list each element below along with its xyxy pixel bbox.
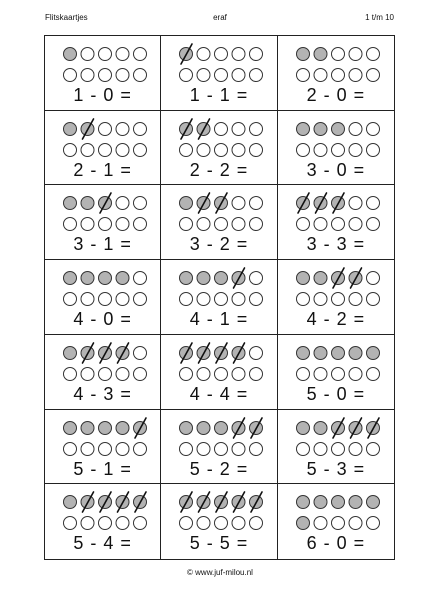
empty-dot — [116, 218, 129, 231]
filled-dot — [116, 272, 129, 285]
equation-text: 2 - 0 = — [306, 85, 366, 105]
empty-dot — [314, 293, 327, 306]
ten-frame-dots — [295, 46, 379, 84]
empty-dot — [81, 442, 94, 455]
flashcard — [278, 111, 394, 186]
empty-dot — [180, 367, 193, 380]
flashcard — [45, 260, 161, 335]
empty-dot — [134, 367, 147, 380]
empty-dot — [349, 517, 362, 530]
ten-frame-dots — [62, 46, 146, 84]
ten-frame-dots — [178, 270, 262, 308]
filled-dot — [296, 496, 309, 509]
empty-dot — [232, 197, 245, 210]
empty-dot — [116, 293, 129, 306]
equation-text: 4 - 2 = — [306, 309, 366, 330]
filled-dot — [296, 48, 309, 61]
flashcard — [278, 484, 394, 559]
empty-dot — [250, 293, 263, 306]
equation-text: 4 - 4 = — [189, 383, 249, 404]
empty-dot — [232, 48, 245, 61]
empty-dot — [134, 48, 147, 61]
empty-dot — [232, 367, 245, 380]
flashcard — [278, 410, 394, 485]
filled-dot — [81, 421, 94, 434]
empty-dot — [366, 272, 379, 285]
filled-dot — [180, 272, 193, 285]
filled-dot — [81, 197, 94, 210]
filled-dot — [64, 272, 77, 285]
empty-dot — [232, 122, 245, 135]
empty-dot — [134, 442, 147, 455]
empty-dot — [296, 69, 309, 82]
filled-dot — [81, 272, 94, 285]
empty-dot — [134, 517, 147, 530]
empty-dot — [232, 442, 245, 455]
empty-dot — [366, 517, 379, 530]
empty-dot — [296, 143, 309, 156]
filled-dot — [314, 48, 327, 61]
empty-dot — [215, 122, 228, 135]
empty-dot — [331, 517, 344, 530]
equation-text: 1 - 0 = — [73, 85, 132, 105]
ten-frame-dots — [62, 195, 146, 233]
filled-dot — [314, 496, 327, 509]
empty-dot — [366, 122, 379, 135]
empty-dot — [366, 143, 379, 156]
empty-dot — [99, 517, 112, 530]
ten-frame-dots — [62, 494, 146, 532]
empty-dot — [81, 143, 94, 156]
empty-dot — [314, 442, 327, 455]
equation-text: 5 - 3 = — [306, 458, 366, 479]
empty-dot — [99, 293, 112, 306]
filled-dot — [197, 272, 210, 285]
empty-dot — [134, 143, 147, 156]
empty-dot — [81, 218, 94, 231]
empty-dot — [296, 367, 309, 380]
empty-dot — [215, 293, 228, 306]
flashcard — [161, 335, 277, 410]
empty-dot — [349, 218, 362, 231]
empty-dot — [64, 69, 77, 82]
flashcard — [161, 410, 277, 485]
filled-dot — [296, 272, 309, 285]
empty-dot — [250, 122, 263, 135]
filled-dot — [331, 346, 344, 359]
header-range: 1 t/m 10 — [365, 13, 394, 22]
empty-dot — [366, 367, 379, 380]
page-header — [0, 13, 440, 27]
equation-text: 3 - 3 = — [306, 234, 366, 255]
ten-frame-dots — [62, 420, 146, 458]
empty-dot — [349, 69, 362, 82]
empty-dot — [232, 218, 245, 231]
flashcard — [278, 36, 394, 111]
empty-dot — [366, 218, 379, 231]
empty-dot — [180, 69, 193, 82]
ten-frame-dots — [178, 121, 262, 159]
empty-dot — [250, 442, 263, 455]
empty-dot — [331, 48, 344, 61]
filled-dot — [331, 122, 344, 135]
flashcard — [45, 335, 161, 410]
equation-text: 2 - 1 = — [73, 159, 132, 180]
flashcard — [161, 484, 277, 559]
empty-dot — [197, 367, 210, 380]
empty-dot — [250, 272, 263, 285]
ten-frame-dots — [178, 345, 262, 383]
empty-dot — [180, 218, 193, 231]
empty-dot — [349, 122, 362, 135]
equation-text: 4 - 1 = — [189, 309, 249, 330]
empty-dot — [180, 143, 193, 156]
empty-dot — [232, 517, 245, 530]
empty-dot — [250, 367, 263, 380]
empty-dot — [134, 122, 147, 135]
empty-dot — [116, 122, 129, 135]
filled-dot — [349, 496, 362, 509]
equation-text: 2 - 2 = — [189, 159, 249, 180]
flashcard — [45, 36, 161, 111]
filled-dot — [349, 346, 362, 359]
empty-dot — [134, 197, 147, 210]
header-title: Flitskaartjes — [45, 13, 88, 22]
empty-dot — [81, 517, 94, 530]
empty-dot — [197, 442, 210, 455]
empty-dot — [99, 69, 112, 82]
empty-dot — [99, 122, 112, 135]
empty-dot — [116, 48, 129, 61]
filled-dot — [314, 122, 327, 135]
empty-dot — [349, 442, 362, 455]
empty-dot — [197, 143, 210, 156]
header-subtitle: eraf — [213, 13, 227, 22]
filled-dot — [180, 197, 193, 210]
empty-dot — [180, 293, 193, 306]
empty-dot — [366, 69, 379, 82]
empty-dot — [134, 293, 147, 306]
empty-dot — [197, 517, 210, 530]
empty-dot — [366, 48, 379, 61]
filled-dot — [64, 346, 77, 359]
filled-dot — [314, 346, 327, 359]
empty-dot — [250, 48, 263, 61]
filled-dot — [64, 122, 77, 135]
empty-dot — [99, 143, 112, 156]
empty-dot — [215, 143, 228, 156]
empty-dot — [180, 517, 193, 530]
ten-frame-dots — [62, 121, 146, 159]
empty-dot — [250, 197, 263, 210]
ten-frame-dots — [62, 345, 146, 383]
empty-dot — [64, 367, 77, 380]
equation-text: 5 - 5 = — [189, 533, 249, 554]
filled-dot — [314, 272, 327, 285]
ten-frame-dots — [178, 195, 262, 233]
filled-dot — [64, 421, 77, 434]
empty-dot — [314, 69, 327, 82]
flashcard — [278, 260, 394, 335]
empty-dot — [116, 197, 129, 210]
empty-dot — [64, 293, 77, 306]
empty-dot — [197, 218, 210, 231]
empty-dot — [366, 293, 379, 306]
empty-dot — [116, 69, 129, 82]
empty-dot — [64, 143, 77, 156]
filled-dot — [366, 346, 379, 359]
empty-dot — [134, 218, 147, 231]
ten-frame-dots — [295, 420, 379, 458]
equation-text: 3 - 1 = — [73, 234, 132, 255]
filled-dot — [64, 197, 77, 210]
empty-dot — [296, 442, 309, 455]
filled-dot — [197, 421, 210, 434]
empty-dot — [180, 442, 193, 455]
empty-dot — [250, 218, 263, 231]
empty-dot — [215, 69, 228, 82]
empty-dot — [250, 517, 263, 530]
empty-dot — [250, 143, 263, 156]
ten-frame-dots — [178, 46, 262, 84]
empty-dot — [81, 367, 94, 380]
empty-dot — [314, 143, 327, 156]
empty-dot — [366, 197, 379, 210]
empty-dot — [215, 367, 228, 380]
empty-dot — [296, 293, 309, 306]
flashcard — [45, 484, 161, 559]
ten-frame-dots — [295, 345, 379, 383]
empty-dot — [232, 143, 245, 156]
empty-dot — [366, 442, 379, 455]
empty-dot — [250, 69, 263, 82]
empty-dot — [349, 293, 362, 306]
empty-dot — [197, 293, 210, 306]
empty-dot — [314, 517, 327, 530]
empty-dot — [99, 48, 112, 61]
ten-frame-dots — [178, 420, 262, 458]
empty-dot — [215, 48, 228, 61]
filled-dot — [64, 496, 77, 509]
empty-dot — [314, 218, 327, 231]
empty-dot — [331, 69, 344, 82]
filled-dot — [296, 517, 309, 530]
empty-dot — [116, 517, 129, 530]
empty-dot — [349, 367, 362, 380]
filled-dot — [296, 346, 309, 359]
flashcard — [161, 111, 277, 186]
empty-dot — [116, 367, 129, 380]
filled-dot — [296, 122, 309, 135]
equation-text: 5 - 4 = — [73, 533, 132, 554]
equation-text: 3 - 0 = — [306, 159, 366, 180]
empty-dot — [116, 143, 129, 156]
equation-text: 5 - 1 = — [73, 458, 132, 479]
ten-frame-dots — [295, 121, 379, 159]
empty-dot — [99, 442, 112, 455]
empty-dot — [331, 293, 344, 306]
flashcard — [161, 36, 277, 111]
filled-dot — [366, 496, 379, 509]
ten-frame-dots — [62, 270, 146, 308]
filled-dot — [331, 496, 344, 509]
empty-dot — [64, 442, 77, 455]
empty-dot — [215, 218, 228, 231]
filled-dot — [64, 48, 77, 61]
equation-text: 5 - 0 = — [306, 383, 366, 404]
equation-text: 1 - 1 = — [189, 85, 249, 105]
empty-dot — [197, 69, 210, 82]
filled-dot — [215, 421, 228, 434]
empty-dot — [296, 218, 309, 231]
footer-copyright: © www.juf-milou.nl — [187, 568, 253, 577]
equation-text: 4 - 0 = — [73, 309, 132, 330]
empty-dot — [81, 293, 94, 306]
empty-dot — [64, 218, 77, 231]
empty-dot — [349, 143, 362, 156]
filled-dot — [215, 272, 228, 285]
ten-frame-dots — [295, 195, 379, 233]
empty-dot — [134, 69, 147, 82]
flashcard — [278, 185, 394, 260]
empty-dot — [349, 197, 362, 210]
filled-dot — [296, 421, 309, 434]
empty-dot — [215, 442, 228, 455]
filled-dot — [116, 421, 129, 434]
empty-dot — [81, 48, 94, 61]
empty-dot — [81, 69, 94, 82]
equation-text: 4 - 3 = — [73, 383, 132, 404]
flashcard — [278, 335, 394, 410]
flashcard — [45, 410, 161, 485]
equation-text: 6 - 0 = — [306, 533, 366, 554]
equation-text: 5 - 2 = — [189, 458, 249, 479]
empty-dot — [99, 218, 112, 231]
flashcard — [45, 111, 161, 186]
ten-frame-dots — [295, 270, 379, 308]
empty-dot — [232, 69, 245, 82]
empty-dot — [197, 48, 210, 61]
empty-dot — [331, 442, 344, 455]
empty-dot — [314, 367, 327, 380]
empty-dot — [134, 272, 147, 285]
empty-dot — [349, 48, 362, 61]
ten-frame-dots — [295, 494, 379, 532]
empty-dot — [331, 218, 344, 231]
filled-dot — [99, 421, 112, 434]
flashcard — [45, 185, 161, 260]
empty-dot — [331, 143, 344, 156]
empty-dot — [250, 346, 263, 359]
filled-dot — [180, 421, 193, 434]
flashcard-grid — [44, 35, 395, 560]
empty-dot — [134, 346, 147, 359]
ten-frame-dots — [178, 494, 262, 532]
empty-dot — [215, 517, 228, 530]
empty-dot — [99, 367, 112, 380]
empty-dot — [232, 293, 245, 306]
filled-dot — [99, 272, 112, 285]
filled-dot — [314, 421, 327, 434]
equation-text: 3 - 2 = — [189, 234, 249, 255]
empty-dot — [64, 517, 77, 530]
flashcard — [161, 185, 277, 260]
empty-dot — [331, 367, 344, 380]
empty-dot — [116, 442, 129, 455]
flashcard — [161, 260, 277, 335]
